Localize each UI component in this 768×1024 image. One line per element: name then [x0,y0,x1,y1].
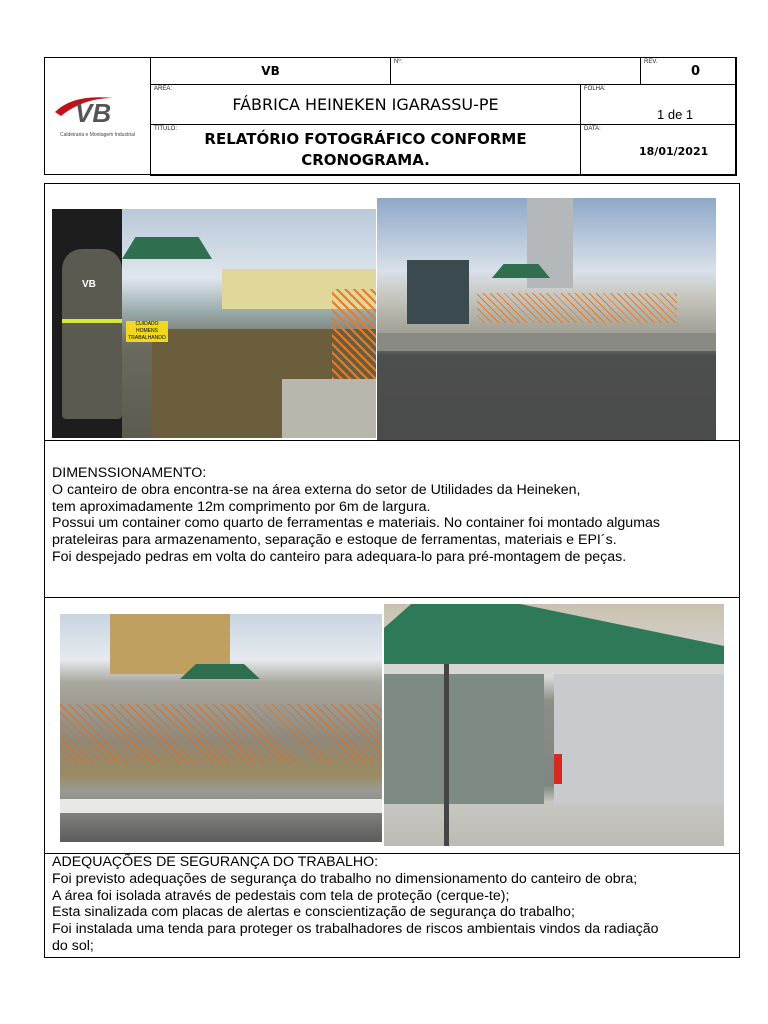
section2-line: do sol; [52,937,94,954]
section2 [52,854,658,955]
photo-fenced-area [60,614,382,842]
section2-line: Foi instalada uma tenda para proteger os trabalhadores de riscos ambientais vindos da radiação [52,921,659,938]
section1-line: O canteiro de obra encontra-se na área externa do setor de Utilidades da Heineken, [52,481,581,498]
photo-tent-container [384,604,724,846]
area-label: AREA: [154,86,173,92]
section2-title: ADEQUAÇÕES DE SEGURANÇA DO TRABALHO: [52,854,379,870]
folha-value: 1 de 1 [657,107,694,122]
data-cell [580,124,737,176]
section1-line: tem aproximadamente 12m comprimento por 6m de largura. [52,498,431,515]
area-cell [150,84,581,125]
section1-line: Foi despejado pedras em volta do canteiro para adequara-lo para pré-montagem de peças. [52,548,627,565]
rev-cell [640,57,737,85]
header-table [44,57,736,175]
logo-cell [44,57,151,175]
section2-line: Foi previsto adequações de segurança do trabalho no dimensionamento do canteiro de obra; [52,870,638,887]
section1-line: Possui um container como quarto de ferramentas e materiais. No container foi montado algumas [52,515,661,532]
data-label: DATA: [584,126,601,132]
titulo-label: TÍTULO: [154,126,178,132]
numero-label: Nº: [394,59,403,65]
logo-text: VB [75,98,112,126]
divider [44,597,740,598]
warning-sign: CUIDADO HOMENS TRABALHANDO [126,321,168,342]
logo-subtitle: Caldeiraria e Montagem Industrial [59,132,136,138]
section1 [52,465,660,566]
data-value: 18/01/2021 [639,145,709,158]
divider [44,440,740,441]
section1-line: prateleiras para armazenamento, separação e estoque de ferramentas, materiais e EPI´s. [52,532,617,549]
folha-cell [580,84,737,125]
titulo-line1: RELATÓRIO FOTOGRÁFICO CONFORME [204,130,527,148]
titulo-line2: CRONOGRAMA. [301,151,430,169]
section2-line: Esta sinalizada com placas de alertas e conscientização de segurança do trabalho; [52,904,575,921]
rev-label: REV. [644,59,658,65]
worker-logo: VB [82,279,96,290]
numero-cell [390,57,641,85]
photo-container-wide [377,198,716,440]
photo-worker-site [52,209,376,438]
titulo-cell [150,124,581,176]
folha-label: FOLHA: [584,86,606,92]
company-cell [150,57,391,85]
rev-value: 0 [691,64,701,79]
section2-line: A área foi isolada através de pedestais com tela de proteção (cerque-te); [52,887,510,904]
area-value: FÁBRICA HEINEKEN IGARASSU-PE [232,95,499,114]
company-name: VB [261,64,280,78]
vb-logo [53,92,143,126]
section1-title: DIMENSSIONAMENTO: [52,465,207,481]
